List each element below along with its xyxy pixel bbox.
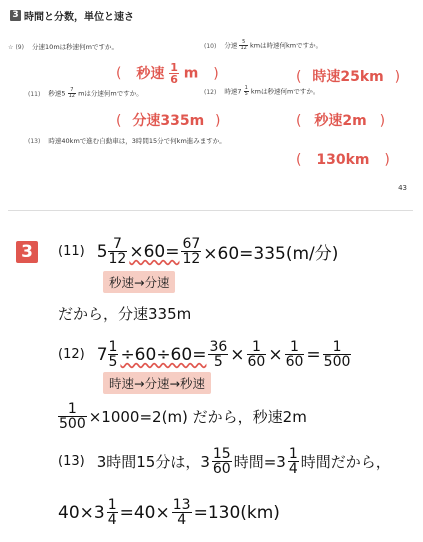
section-badge: 3 <box>10 10 21 21</box>
question-9: ☆ (9) 分速10mは秒速何mですか。 <box>8 43 118 51</box>
question-13: (13) 時速40kmで進む自動車は，3時間15分で何km進みますか。 <box>28 137 226 145</box>
conversion-tag-11: 秒速→分速 <box>103 271 175 293</box>
page-number: 43 <box>398 184 407 192</box>
answer-11: ( 分速335m ) <box>116 113 221 129</box>
section-title: 時間と分数，単位と速さ <box>24 12 134 23</box>
conversion-tag-12: 時速→分速→秒速 <box>103 372 211 394</box>
answer-13: ( 130km ) <box>296 152 390 168</box>
solution-11-result: だから，分速335m <box>58 305 192 323</box>
solution-section <box>0 215 423 542</box>
question-10: (10) 分速 $\frac{5}{12}$ kmは時速何kmですか。 <box>204 39 323 51</box>
section-header <box>10 8 134 23</box>
solution-12-result: $\frac{1}{500}$ ×1000=2(m) だから，秒速2m <box>59 401 307 432</box>
solution-11-formula: (11) 5 $\frac{7}{12}$ ×60= $\frac{67}{12}$ ×60=335(m/分) <box>58 236 339 267</box>
solution-13-step2: 40×3 $\frac{1}{4}$ =40× $\frac{13}{4}$ =130(km) <box>58 497 280 528</box>
fraction: $\frac{5}{12}$ <box>240 39 247 51</box>
page-panel <box>8 0 413 211</box>
question-11: (11) 秒速5 $\frac{7}{12}$ mは分速何mですか。 <box>28 87 143 99</box>
answer-10: ( 時速25km ) <box>296 69 401 85</box>
answer-12: ( 秒速2m ) <box>296 113 386 129</box>
answer-9: ( 秒速 $\frac{1}{6}$ m ) <box>116 61 219 86</box>
fraction: $\frac{1}{5}$ <box>244 85 248 97</box>
solution-12-formula: (12) 7 $\frac{1}{5}$ ÷60÷60= $\frac{36}{5}$ × $\frac{1}{60}$ × $\frac{1}{60}$ = $\frac{1}{500}$ <box>58 339 351 370</box>
solution-badge: 3 <box>16 241 38 263</box>
solution-13-step1: (13) 3時間15分は，3 $\frac{15}{60}$ 時間=3 $\frac{1}{4}$ 時間だから， <box>58 446 391 477</box>
question-12: (12) 時速7 $\frac{1}{5}$ kmは秒速何mですか。 <box>204 85 320 97</box>
fraction: $\frac{7}{12}$ <box>68 87 75 99</box>
fraction: $\frac{1}{6}$ <box>170 61 178 86</box>
